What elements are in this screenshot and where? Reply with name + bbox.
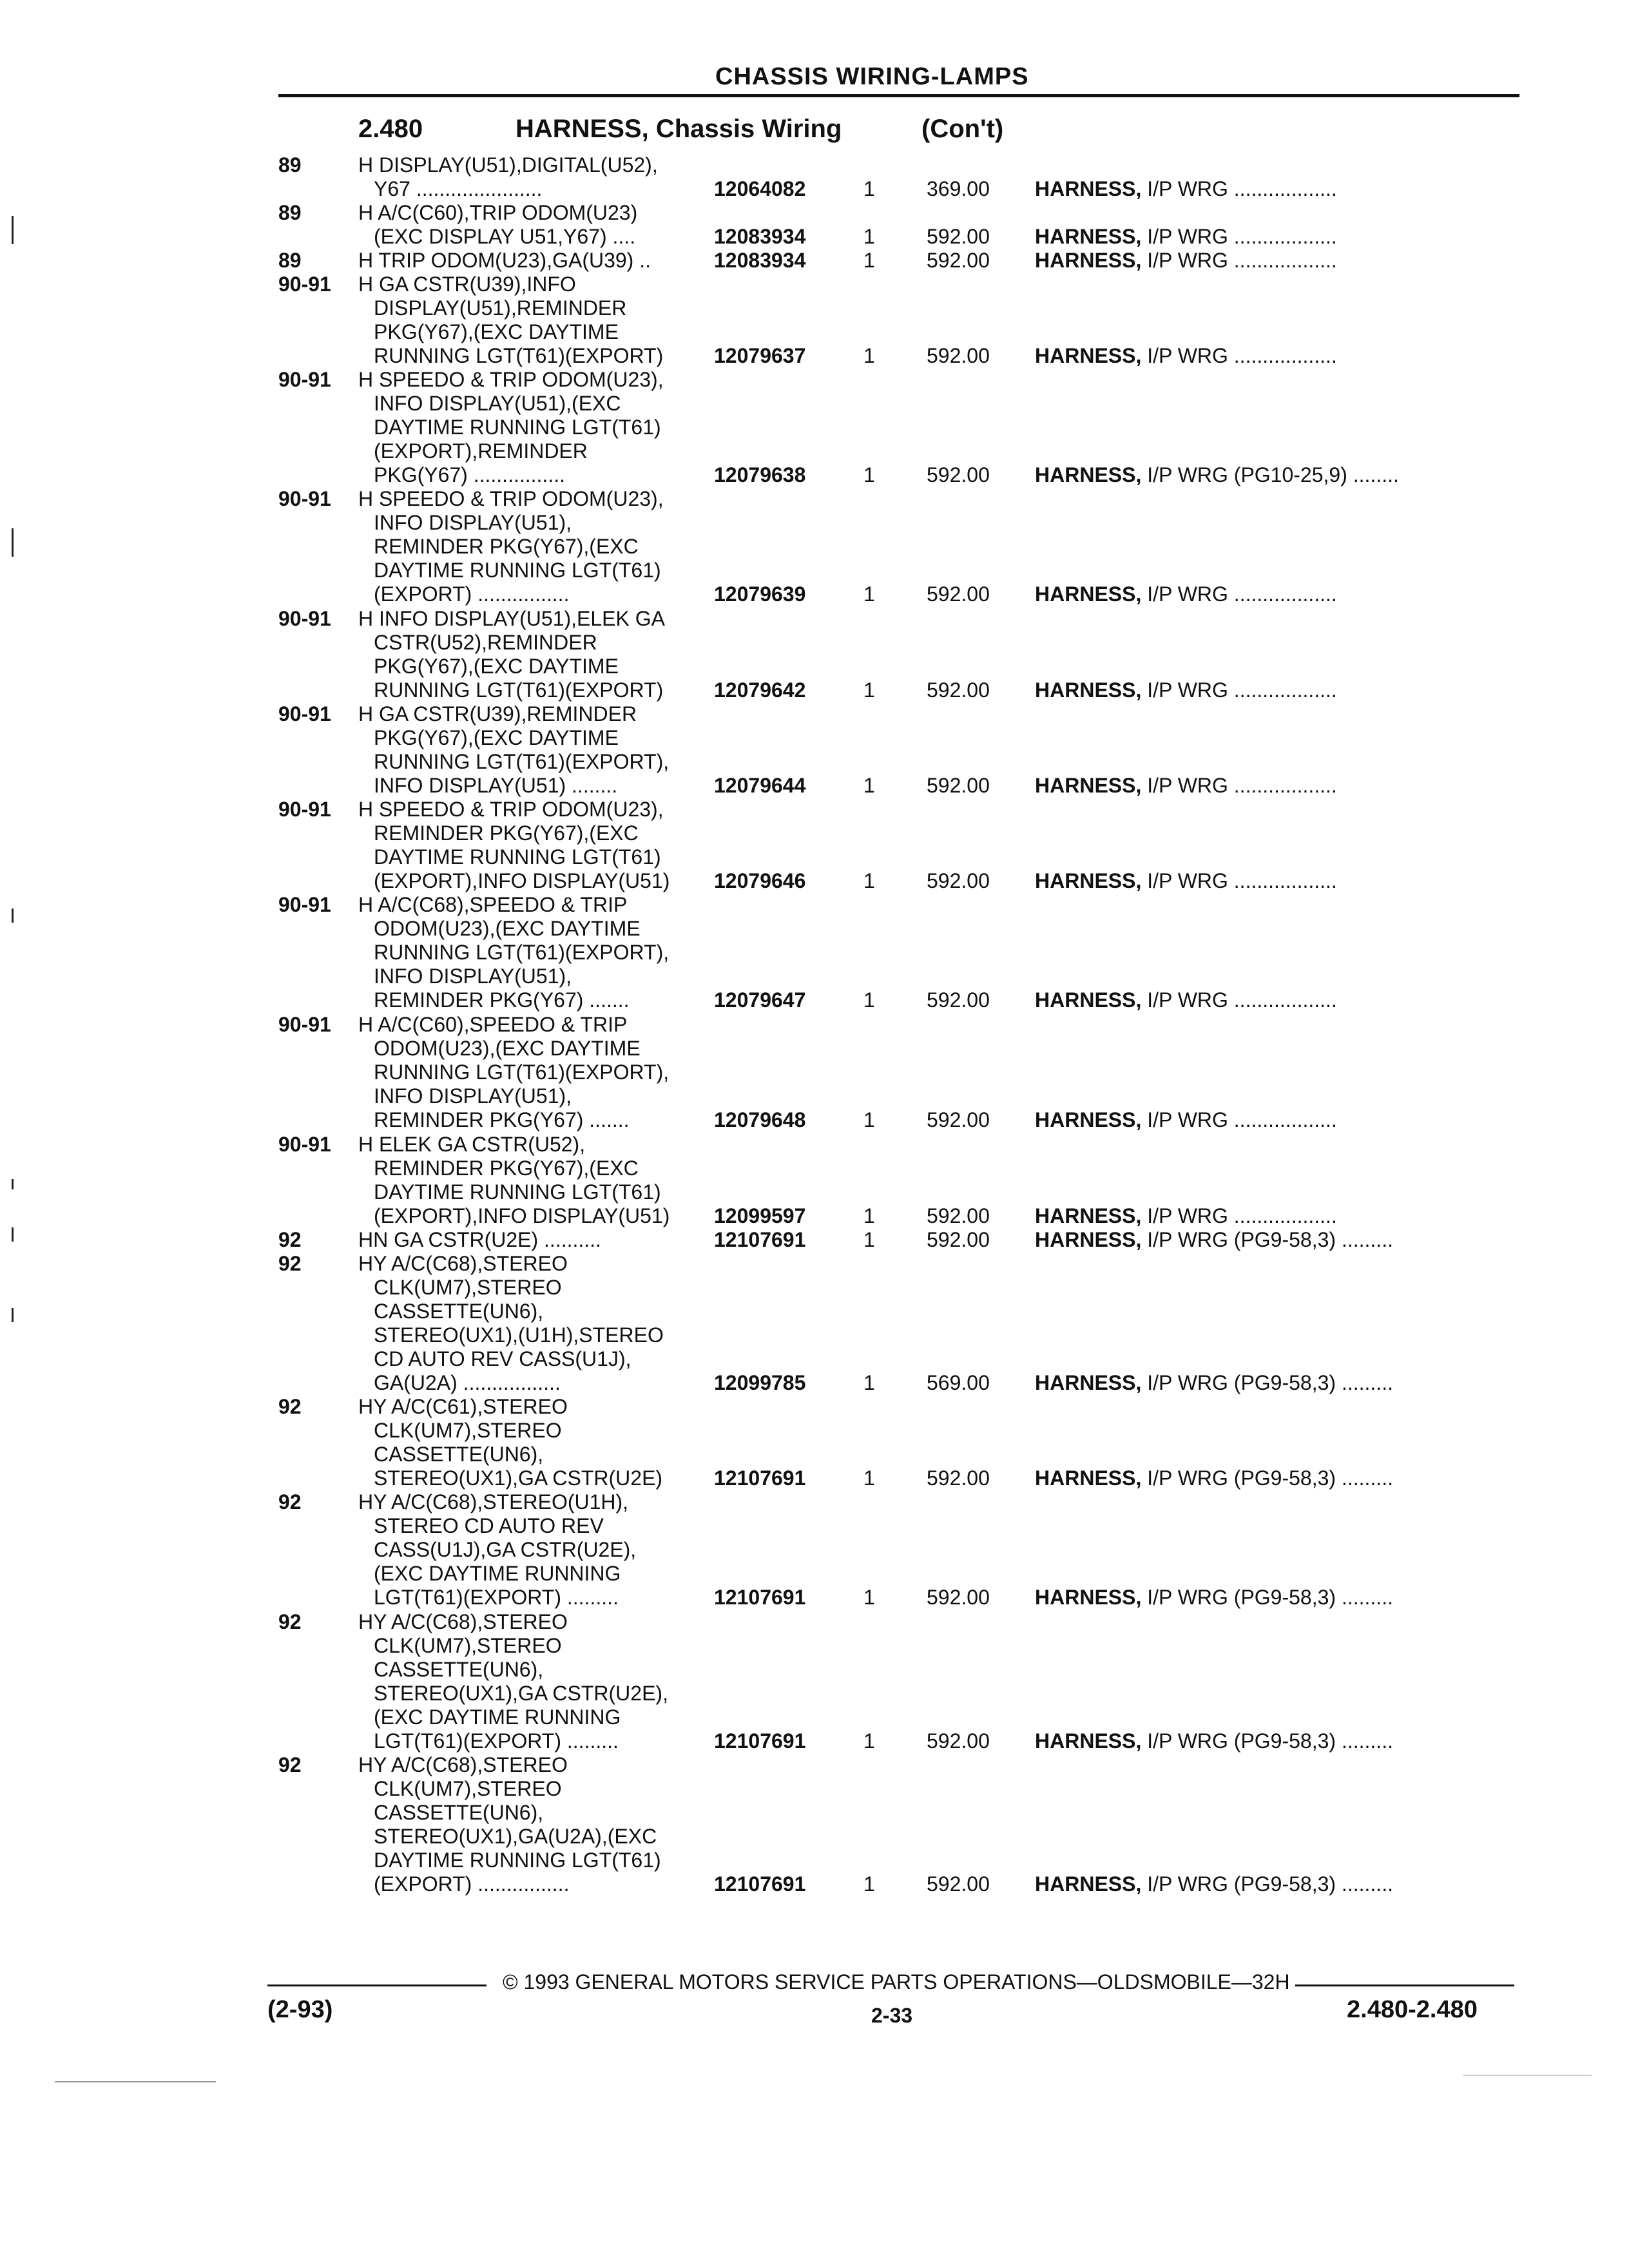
price: 592.00 <box>927 249 990 272</box>
description-line: CLK(UM7),STEREO <box>374 1419 562 1442</box>
part-name-detail: I/P WRG (PG10-25,9) ........ <box>1147 463 1399 486</box>
description-line: RUNNING LGT(T61)(EXPORT), <box>374 1061 670 1084</box>
price: 592.00 <box>927 869 990 892</box>
description-line: CASSETTE(UN6), <box>374 1801 544 1824</box>
description-line: RUNNING LGT(T61)(EXPORT) <box>374 344 664 367</box>
part-name-bold: HARNESS, <box>1035 1586 1142 1609</box>
part-number: 12079646 <box>714 869 806 892</box>
footer-rule-right <box>1295 1984 1514 1986</box>
description-line: INFO DISPLAY(U51), <box>374 511 572 534</box>
row-values <box>0 582 1629 606</box>
part-name-detail: I/P WRG (PG9-58,3) ......... <box>1147 1729 1393 1753</box>
part-name-detail: I/P WRG .................. <box>1147 344 1337 367</box>
description-line: INFO DISPLAY(U51) ........ <box>374 774 618 797</box>
description-line: CLK(UM7),STEREO <box>374 1634 562 1657</box>
row-year: 89 <box>278 249 302 272</box>
row-values <box>0 678 1629 702</box>
quantity: 1 <box>863 1228 875 1251</box>
quantity: 1 <box>863 463 875 486</box>
part-name-detail: I/P WRG .................. <box>1147 1108 1337 1131</box>
footer-copyright: © 1993 GENERAL MOTORS SERVICE PARTS OPERATIONS—OLDSMOBILE—32H <box>503 1970 1290 1994</box>
description-line: HY A/C(C61),STEREO <box>358 1395 568 1418</box>
row-values <box>0 1586 1629 1610</box>
row-values <box>0 1228 1629 1252</box>
price: 592.00 <box>927 1466 990 1490</box>
row-values <box>0 463 1629 487</box>
part-name-detail: I/P WRG .................. <box>1147 678 1337 702</box>
part-name <box>1035 463 1399 487</box>
description-line: REMINDER PKG(Y67) ....... <box>374 1108 630 1131</box>
row-year: 90-91 <box>278 368 331 391</box>
footer-page-number: 2-33 <box>871 2004 913 2027</box>
row-year: 89 <box>278 201 302 224</box>
part-name-bold: HARNESS, <box>1035 774 1142 797</box>
row-year: 90-91 <box>278 893 331 916</box>
part-number: 12079647 <box>714 988 806 1012</box>
row-year: 89 <box>278 153 302 177</box>
part-name-bold: HARNESS, <box>1035 869 1142 892</box>
part-name-bold: HARNESS, <box>1035 1729 1142 1753</box>
description-line: REMINDER PKG(Y67),(EXC <box>374 822 639 845</box>
row-year: 92 <box>278 1395 302 1418</box>
row-values <box>0 1204 1629 1228</box>
quantity: 1 <box>863 1466 875 1490</box>
quantity: 1 <box>863 869 875 892</box>
part-number: 12107691 <box>714 1228 806 1251</box>
description-line: ODOM(U23),(EXC DAYTIME <box>374 1037 641 1060</box>
description-line: PKG(Y67) ................ <box>374 463 565 486</box>
description-line: STEREO(UX1),(U1H),STEREO <box>374 1323 664 1347</box>
quantity: 1 <box>863 582 875 606</box>
description-line: REMINDER PKG(Y67) ....... <box>374 988 630 1012</box>
row-values <box>0 1729 1629 1753</box>
description-line: LGT(T61)(EXPORT) ......... <box>374 1729 619 1753</box>
description-line: (EXPORT),REMINDER <box>374 439 588 463</box>
price: 592.00 <box>927 1872 990 1896</box>
description-line: CLK(UM7),STEREO <box>374 1777 562 1800</box>
part-name-bold: HARNESS, <box>1035 1466 1142 1490</box>
part-name-bold: HARNESS, <box>1035 1204 1142 1227</box>
quantity: 1 <box>863 1729 875 1753</box>
row-year: 92 <box>278 1252 302 1275</box>
scan-mark <box>12 216 14 244</box>
row-values <box>0 988 1629 1012</box>
part-name <box>1035 1371 1393 1395</box>
row-values <box>0 1108 1629 1132</box>
description-line: (EXC DISPLAY U51,Y67) .... <box>374 225 636 248</box>
quantity: 1 <box>863 225 875 248</box>
part-name <box>1035 1228 1393 1252</box>
part-name-detail: I/P WRG (PG9-58,3) ......... <box>1147 1586 1393 1609</box>
quantity: 1 <box>863 1204 875 1227</box>
row-values <box>0 1872 1629 1896</box>
price: 592.00 <box>927 678 990 702</box>
part-name-detail: I/P WRG (PG9-58,3) ......... <box>1147 1228 1393 1251</box>
description-line: H INFO DISPLAY(U51),ELEK GA <box>358 607 665 630</box>
scan-mark <box>12 528 14 557</box>
part-name <box>1035 678 1337 702</box>
description-line: HN GA CSTR(U2E) .......... <box>358 1228 601 1251</box>
description-line: STEREO(UX1),GA CSTR(U2E) <box>374 1466 663 1490</box>
part-number: 12107691 <box>714 1729 806 1753</box>
price: 592.00 <box>927 463 990 486</box>
description-line: H ELEK GA CSTR(U52), <box>358 1133 586 1156</box>
description-line: (EXPORT) ................ <box>374 1872 570 1896</box>
row-year: 90-91 <box>278 607 331 630</box>
part-number: 12107691 <box>714 1466 806 1490</box>
description-line: HY A/C(C68),STEREO <box>358 1252 568 1275</box>
part-number: 12079637 <box>714 344 806 367</box>
description-line: INFO DISPLAY(U51), <box>374 1084 572 1108</box>
row-values <box>0 774 1629 798</box>
price: 592.00 <box>927 988 990 1012</box>
part-name <box>1035 869 1337 893</box>
scan-mark <box>12 1308 14 1322</box>
part-number: 12064082 <box>714 177 806 200</box>
description-line: (EXPORT),INFO DISPLAY(U51) <box>374 1204 670 1227</box>
part-number: 12079648 <box>714 1108 806 1131</box>
part-name-detail: I/P WRG (PG9-58,3) ......... <box>1147 1371 1393 1394</box>
part-name-bold: HARNESS, <box>1035 678 1142 702</box>
part-name-detail: I/P WRG .................. <box>1147 225 1337 248</box>
quantity: 1 <box>863 249 875 272</box>
part-name-detail: I/P WRG .................. <box>1147 869 1337 892</box>
part-name-detail: I/P WRG (PG9-58,3) ......... <box>1147 1466 1393 1490</box>
part-name-detail: I/P WRG .................. <box>1147 774 1337 797</box>
part-name <box>1035 1466 1393 1490</box>
part-name-bold: HARNESS, <box>1035 582 1142 606</box>
part-name <box>1035 249 1337 273</box>
scan-mark <box>12 1179 14 1189</box>
price: 592.00 <box>927 774 990 797</box>
row-year: 92 <box>278 1753 302 1776</box>
description-line: HY A/C(C68),STEREO <box>358 1610 568 1633</box>
row-year: 90-91 <box>278 1133 331 1156</box>
description-line: HY A/C(C68),STEREO <box>358 1753 568 1776</box>
part-name-bold: HARNESS, <box>1035 1228 1142 1251</box>
part-name <box>1035 177 1337 201</box>
part-name-detail: I/P WRG .................. <box>1147 988 1337 1012</box>
description-line: H SPEEDO & TRIP ODOM(U23), <box>358 368 664 391</box>
description-line: RUNNING LGT(T61)(EXPORT) <box>374 678 664 702</box>
description-line: PKG(Y67),(EXC DAYTIME <box>374 320 619 343</box>
part-name-bold: HARNESS, <box>1035 1371 1142 1394</box>
row-year: 90-91 <box>278 702 331 726</box>
description-line: H SPEEDO & TRIP ODOM(U23), <box>358 798 664 821</box>
description-line: PKG(Y67),(EXC DAYTIME <box>374 655 619 678</box>
part-number: 12107691 <box>714 1872 806 1896</box>
description-line: DAYTIME RUNNING LGT(T61) <box>374 845 661 869</box>
description-line: (EXPORT),INFO DISPLAY(U51) <box>374 869 670 892</box>
part-name-bold: HARNESS, <box>1035 463 1142 486</box>
description-line: CASSETTE(UN6), <box>374 1300 544 1323</box>
description-line: H TRIP ODOM(U23),GA(U39) .. <box>358 249 651 272</box>
price: 369.00 <box>927 177 990 200</box>
price: 592.00 <box>927 344 990 367</box>
part-name-detail: I/P WRG .................. <box>1147 177 1337 200</box>
part-number: 12099597 <box>714 1204 806 1227</box>
row-year: 92 <box>278 1610 302 1633</box>
quantity: 1 <box>863 774 875 797</box>
section-title: HARNESS, Chassis Wiring <box>516 115 842 143</box>
part-number: 12107691 <box>714 1586 806 1609</box>
part-name-bold: HARNESS, <box>1035 1108 1142 1131</box>
part-number: 12083934 <box>714 225 806 248</box>
quantity: 1 <box>863 1371 875 1394</box>
part-name-bold: HARNESS, <box>1035 177 1142 200</box>
scan-mark <box>12 1227 14 1242</box>
description-line: REMINDER PKG(Y67),(EXC <box>374 535 639 558</box>
description-line: CASSETTE(UN6), <box>374 1443 544 1466</box>
row-values <box>0 225 1629 249</box>
quantity: 1 <box>863 678 875 702</box>
row-year: 92 <box>278 1228 302 1251</box>
part-name <box>1035 1586 1393 1610</box>
section-number: 2.480 <box>358 115 423 143</box>
row-values <box>0 869 1629 893</box>
part-name-bold: HARNESS, <box>1035 988 1142 1012</box>
part-name-detail: I/P WRG .................. <box>1147 582 1337 606</box>
description-line: CASS(U1J),GA CSTR(U2E), <box>374 1538 637 1561</box>
description-line: (EXC DAYTIME RUNNING <box>374 1706 621 1729</box>
description-line: STEREO(UX1),GA CSTR(U2E), <box>374 1682 668 1705</box>
section-continued: (Con't) <box>921 115 1004 143</box>
description-line: PKG(Y67),(EXC DAYTIME <box>374 726 619 749</box>
description-line: DAYTIME RUNNING LGT(T61) <box>374 1180 661 1204</box>
quantity: 1 <box>863 177 875 200</box>
row-year: 90-91 <box>278 798 331 821</box>
part-name <box>1035 1108 1337 1132</box>
part-name <box>1035 1872 1393 1896</box>
description-line: H SPEEDO & TRIP ODOM(U23), <box>358 487 664 510</box>
description-line: INFO DISPLAY(U51), <box>374 965 572 988</box>
description-line: RUNNING LGT(T61)(EXPORT), <box>374 750 670 773</box>
price: 569.00 <box>927 1371 990 1394</box>
description-line: LGT(T61)(EXPORT) ......... <box>374 1586 619 1609</box>
row-year: 90-91 <box>278 487 331 510</box>
part-name <box>1035 1204 1337 1228</box>
row-values <box>0 1466 1629 1490</box>
part-number: 12079639 <box>714 582 806 606</box>
scan-mark <box>12 908 14 923</box>
quantity: 1 <box>863 1586 875 1609</box>
description-line: STEREO(UX1),GA(U2A),(EXC <box>374 1825 657 1848</box>
description-line: (EXC DAYTIME RUNNING <box>374 1562 621 1585</box>
part-name-bold: HARNESS, <box>1035 225 1142 248</box>
part-name <box>1035 988 1337 1012</box>
price: 592.00 <box>927 1586 990 1609</box>
quantity: 1 <box>863 1872 875 1896</box>
scan-line <box>55 2081 216 2082</box>
description-line: CD AUTO REV CASS(U1J), <box>374 1347 631 1370</box>
part-name-detail: I/P WRG .................. <box>1147 249 1337 272</box>
description-line: INFO DISPLAY(U51),(EXC <box>374 392 621 415</box>
part-name <box>1035 225 1337 249</box>
quantity: 1 <box>863 344 875 367</box>
footer-section-range: 2.480-2.480 <box>1347 1996 1478 2023</box>
description-line: REMINDER PKG(Y67),(EXC <box>374 1157 639 1180</box>
price: 592.00 <box>927 1228 990 1251</box>
price: 592.00 <box>927 1729 990 1753</box>
part-name <box>1035 1729 1393 1753</box>
description-line: DAYTIME RUNNING LGT(T61) <box>374 416 661 439</box>
description-line: DISPLAY(U51),REMINDER <box>374 296 627 320</box>
part-number: 12099785 <box>714 1371 806 1394</box>
description-line: GA(U2A) ................. <box>374 1371 561 1394</box>
description-line: HY A/C(C68),STEREO(U1H), <box>358 1490 629 1514</box>
description-line: STEREO CD AUTO REV <box>374 1514 604 1537</box>
part-name-bold: HARNESS, <box>1035 249 1142 272</box>
description-line: DAYTIME RUNNING LGT(T61) <box>374 1849 661 1872</box>
description-line: H GA CSTR(U39),REMINDER <box>358 702 637 726</box>
description-line: H DISPLAY(U51),DIGITAL(U52), <box>358 153 658 177</box>
page-title: CHASSIS WIRING-LAMPS <box>715 63 1029 90</box>
row-values <box>0 249 1629 273</box>
part-name-detail: I/P WRG .................. <box>1147 1204 1337 1227</box>
price: 592.00 <box>927 582 990 606</box>
description-line: DAYTIME RUNNING LGT(T61) <box>374 559 661 582</box>
part-name-detail: I/P WRG (PG9-58,3) ......... <box>1147 1872 1393 1896</box>
description-line: (EXPORT) ................ <box>374 582 570 606</box>
price: 592.00 <box>927 1108 990 1131</box>
quantity: 1 <box>863 988 875 1012</box>
description-line: CLK(UM7),STEREO <box>374 1276 562 1299</box>
description-line: Y67 ...................... <box>374 177 543 200</box>
description-line: RUNNING LGT(T61)(EXPORT), <box>374 941 670 964</box>
description-line: ODOM(U23),(EXC DAYTIME <box>374 917 641 940</box>
part-number: 12083934 <box>714 249 806 272</box>
footer-date-code: (2-93) <box>267 1996 333 2023</box>
price: 592.00 <box>927 1204 990 1227</box>
description-line: CASSETTE(UN6), <box>374 1658 544 1681</box>
row-values <box>0 177 1629 201</box>
part-name-bold: HARNESS, <box>1035 344 1142 367</box>
part-name <box>1035 344 1337 368</box>
description-line: H A/C(C60),TRIP ODOM(U23) <box>358 201 638 224</box>
part-number: 12079638 <box>714 463 806 486</box>
part-number: 12079644 <box>714 774 806 797</box>
row-year: 90-91 <box>278 273 331 296</box>
part-name <box>1035 582 1337 606</box>
row-year: 90-91 <box>278 1013 331 1036</box>
part-name-bold: HARNESS, <box>1035 1872 1142 1896</box>
header-rule <box>278 94 1519 97</box>
description-line: H A/C(C68),SPEEDO & TRIP <box>358 893 628 916</box>
description-line: H A/C(C60),SPEEDO & TRIP <box>358 1013 628 1036</box>
footer-rule-left <box>267 1984 487 1986</box>
row-values <box>0 1371 1629 1395</box>
price: 592.00 <box>927 225 990 248</box>
row-year: 92 <box>278 1490 302 1514</box>
description-line: H GA CSTR(U39),INFO <box>358 273 576 296</box>
part-name <box>1035 774 1337 798</box>
part-number: 12079642 <box>714 678 806 702</box>
quantity: 1 <box>863 1108 875 1131</box>
scan-line <box>1463 2075 1592 2076</box>
description-line: CSTR(U52),REMINDER <box>374 631 597 654</box>
row-values <box>0 344 1629 368</box>
